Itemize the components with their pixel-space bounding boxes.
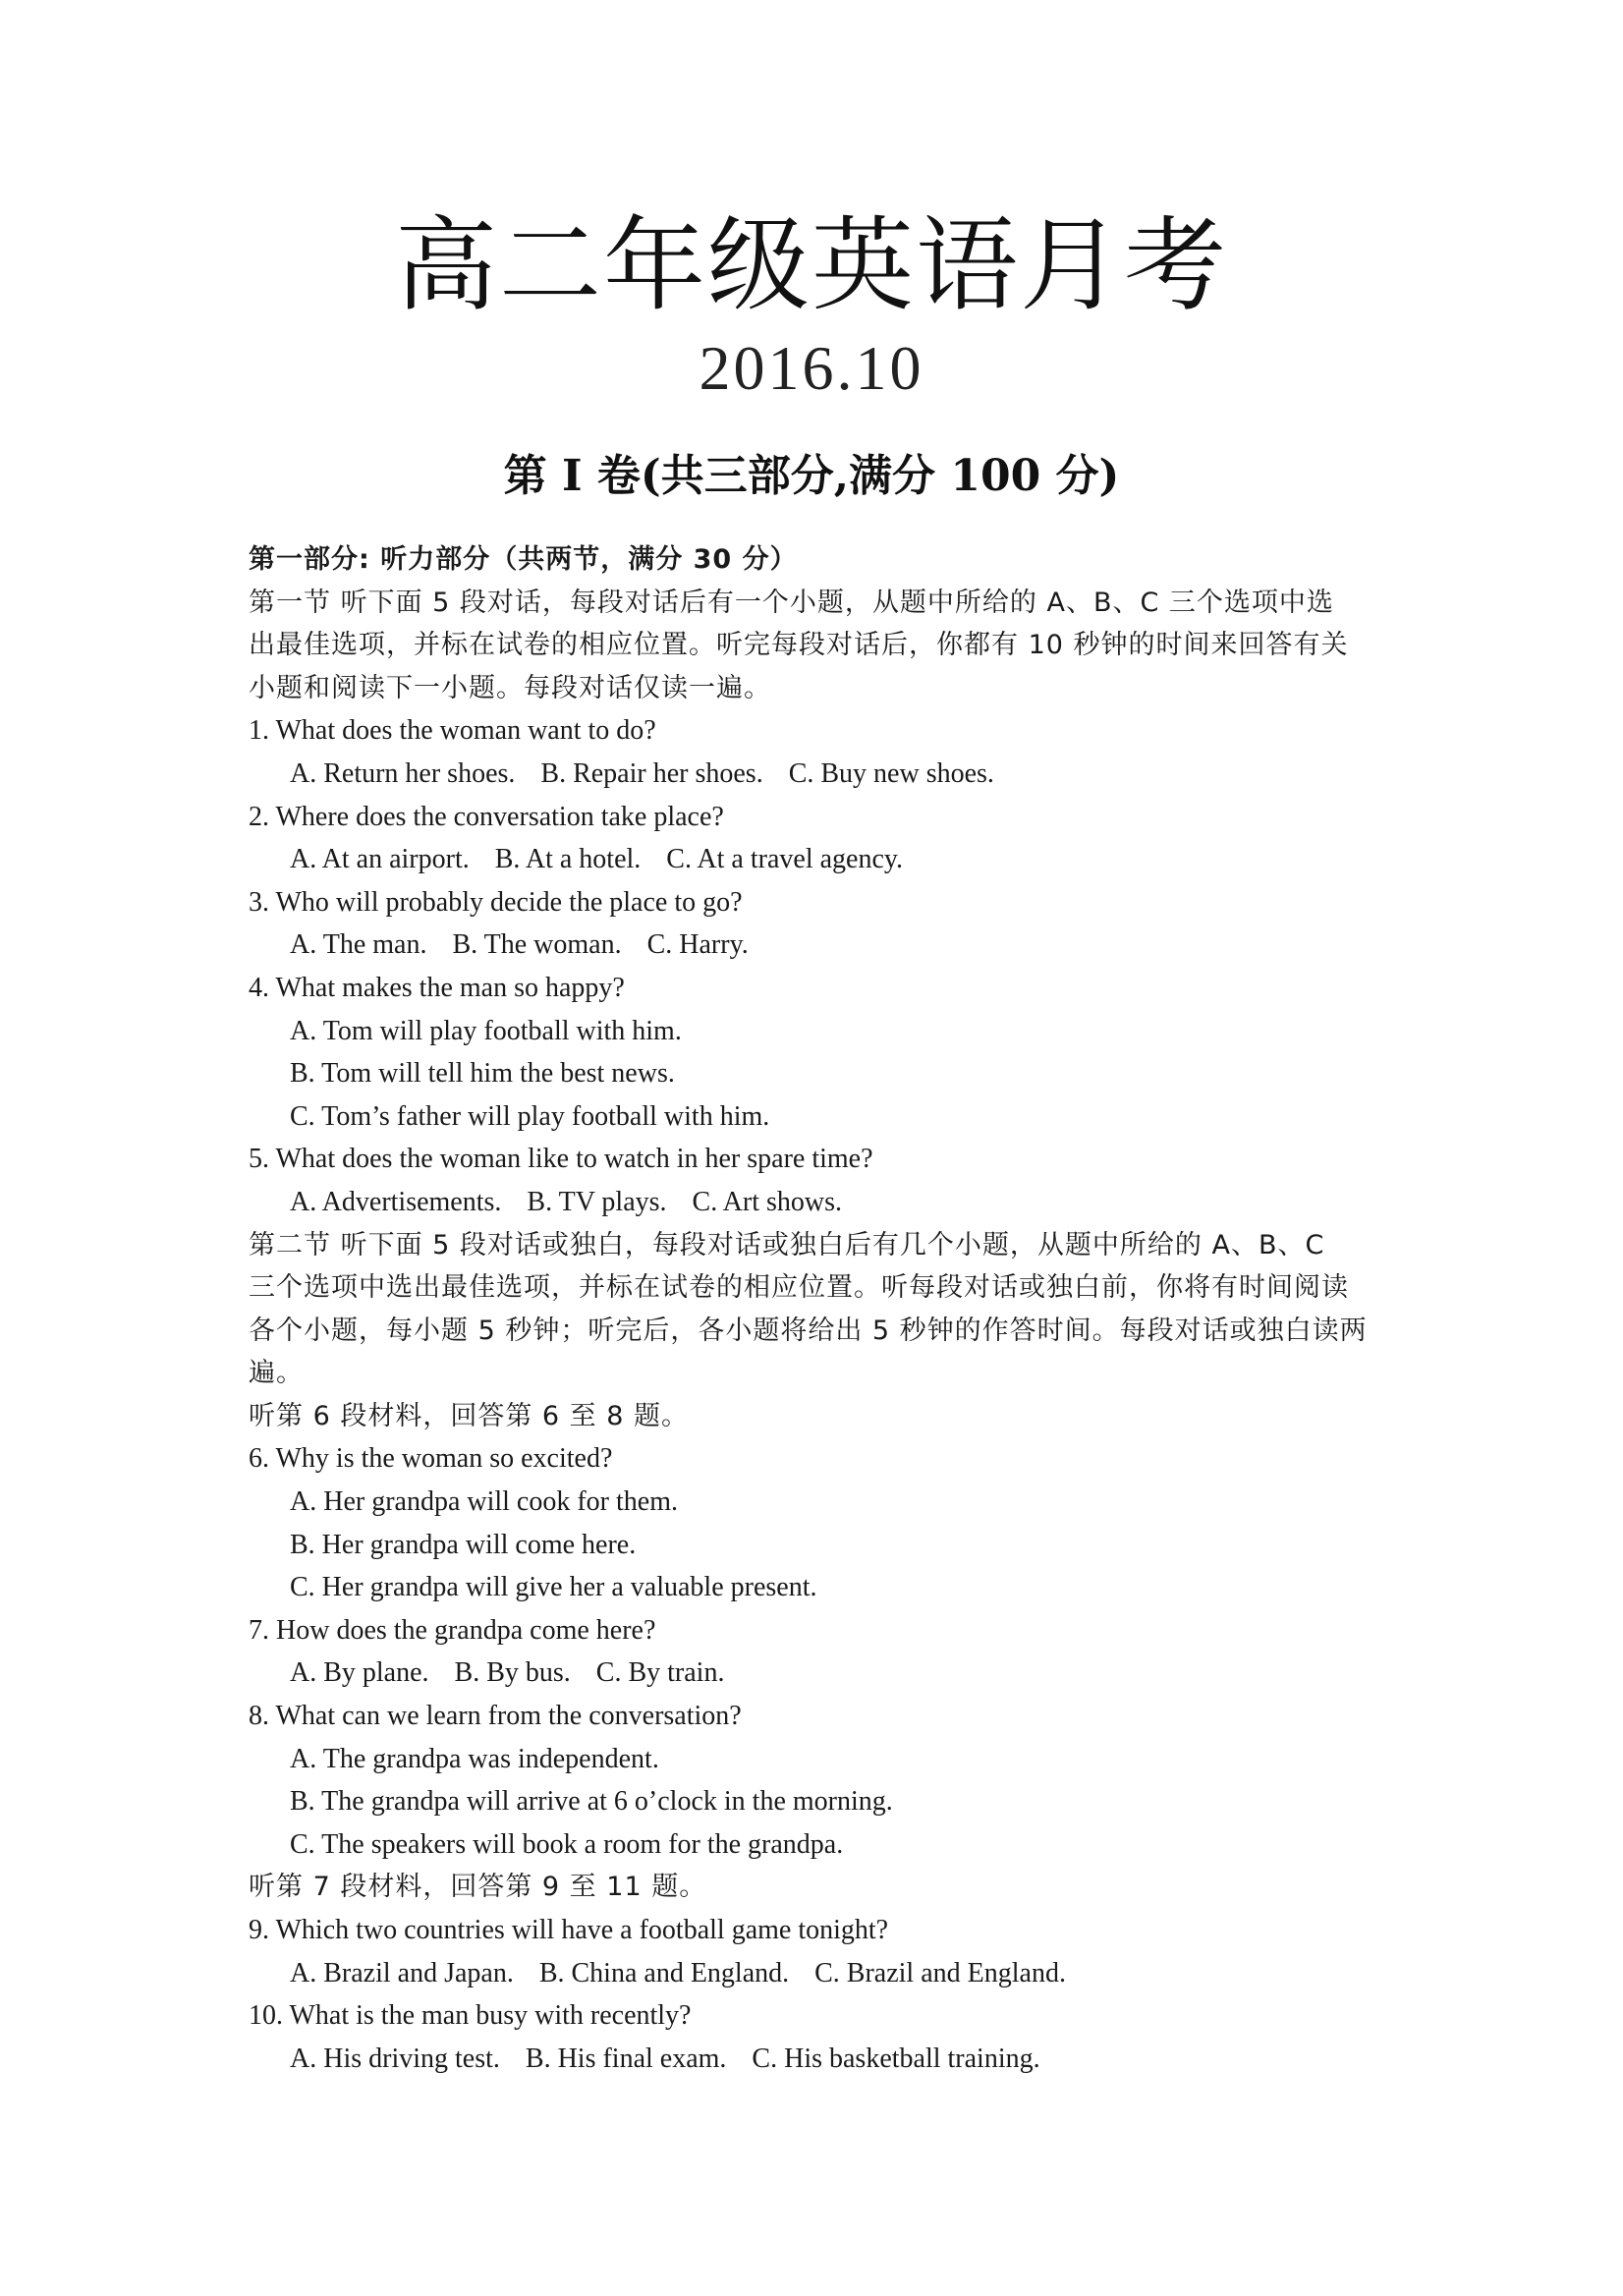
- option: B. His final exam.: [525, 2043, 727, 2074]
- option: C. Tom’s father will play football with him.: [290, 1100, 770, 1132]
- question-stem: 4. What makes the man so happy?: [249, 972, 625, 1003]
- question-stem: 10. What is the man busy with recently?: [249, 2000, 692, 2032]
- options-row: [249, 924, 1398, 967]
- question-stem: 9. Which two countries will have a football game tonight?: [249, 1915, 889, 1945]
- question-stem: 8. What can we learn from the conversation?: [249, 1701, 742, 1732]
- section-intro-line: 第一节 听下面 5 段对话，每段对话后有一个小题，从题中所给的 A、B、C 三个选项中选: [249, 587, 1334, 618]
- option: B. TV plays.: [527, 1186, 667, 1217]
- options-row: [249, 2038, 1398, 2081]
- option: A. By plane.: [290, 1657, 429, 1689]
- options-row: [249, 838, 1398, 881]
- option: B. At a hotel.: [494, 844, 642, 875]
- option: A. The grandpa was independent.: [290, 1743, 659, 1774]
- volume-heading: 第 I 卷(共三部分,满分 100 分): [503, 451, 1120, 501]
- option: B. Repair her shoes.: [540, 757, 763, 789]
- option: A. Return her shoes.: [290, 757, 516, 789]
- question-stem: 3. Who will probably decide the place to go?: [249, 886, 743, 918]
- option: A. At an airport.: [290, 844, 470, 875]
- material-instruction: 听第 6 段材料，回答第 6 至 8 题。: [249, 1400, 690, 1431]
- option: A. Brazil and Japan.: [290, 1957, 514, 1988]
- option: B. Her grandpa will come here.: [290, 1529, 637, 1560]
- option: B. By bus.: [454, 1657, 571, 1689]
- option: C. Her grandpa will give her a valuable present.: [290, 1572, 817, 1603]
- option: C. Art shows.: [692, 1186, 842, 1217]
- option: C. By train.: [595, 1657, 725, 1689]
- option: B. The woman.: [452, 929, 622, 961]
- exam-date: 2016.10: [699, 333, 924, 403]
- option: C. Harry.: [646, 929, 749, 961]
- option: A. Advertisements.: [290, 1186, 502, 1217]
- option: B. China and England.: [538, 1957, 790, 1988]
- material-instruction: 听第 7 段材料，回答第 9 至 11 题。: [249, 1872, 707, 1903]
- options-row: [249, 1181, 1398, 1224]
- option: C. Brazil and England.: [814, 1957, 1066, 1988]
- option: C. His basketball training.: [752, 2043, 1040, 2074]
- section-intro-line: 第二节 听下面 5 段对话或独白，每段对话或独白后有几个小题，从题中所给的 A、B、C: [249, 1229, 1325, 1260]
- exam-title: 高二年级英语月考: [394, 205, 1228, 325]
- option: A. Tom will play football with him.: [290, 1015, 682, 1046]
- section-intro-line: 小题和阅读下一小题。每段对话仅读一遍。: [249, 672, 771, 703]
- option: C. The speakers will book a room for the grandpa.: [290, 1828, 844, 1860]
- part-heading: 第一部分: 听力部分（共两节，满分 30 分）: [249, 544, 798, 575]
- question-stem: 6. Why is the woman so excited?: [249, 1443, 613, 1475]
- options-row: [249, 753, 1398, 796]
- exam-body: [249, 538, 1398, 2080]
- section-intro-line: 出最佳选项，并标在试卷的相应位置。听完每段对话后，你都有 10 秒钟的时间来回答有关: [249, 630, 1349, 661]
- option: A. His driving test.: [290, 2043, 500, 2074]
- question-stem: 2. Where does the conversation take place?: [249, 801, 724, 832]
- question-stem: 1. What does the woman want to do?: [249, 715, 656, 747]
- option: A. Her grandpa will cook for them.: [290, 1486, 678, 1518]
- option: B. The grandpa will arrive at 6 o’clock in the morning.: [290, 1786, 893, 1818]
- option: C. Buy new shoes.: [788, 757, 994, 789]
- section-intro-line: 三个选项中选出最佳选项，并标在试卷的相应位置。听每段对话或独白前，你将有时间阅读: [249, 1272, 1349, 1304]
- option: A. The man.: [290, 929, 427, 961]
- option: C. At a travel agency.: [666, 844, 904, 875]
- question-stem: 5. What does the woman like to watch in her spare time?: [249, 1144, 873, 1175]
- section-intro-line: 遍。: [249, 1358, 304, 1389]
- options-row: [249, 1652, 1398, 1695]
- section-intro-line: 各个小题，每小题 5 秒钟；听完后，各小题将给出 5 秒钟的作答时间。每段对话或独白读两: [249, 1315, 1368, 1346]
- question-stem: 7. How does the grandpa come here?: [249, 1614, 656, 1646]
- option: B. Tom will tell him the best news.: [290, 1058, 675, 1090]
- options-row: [249, 1952, 1398, 1995]
